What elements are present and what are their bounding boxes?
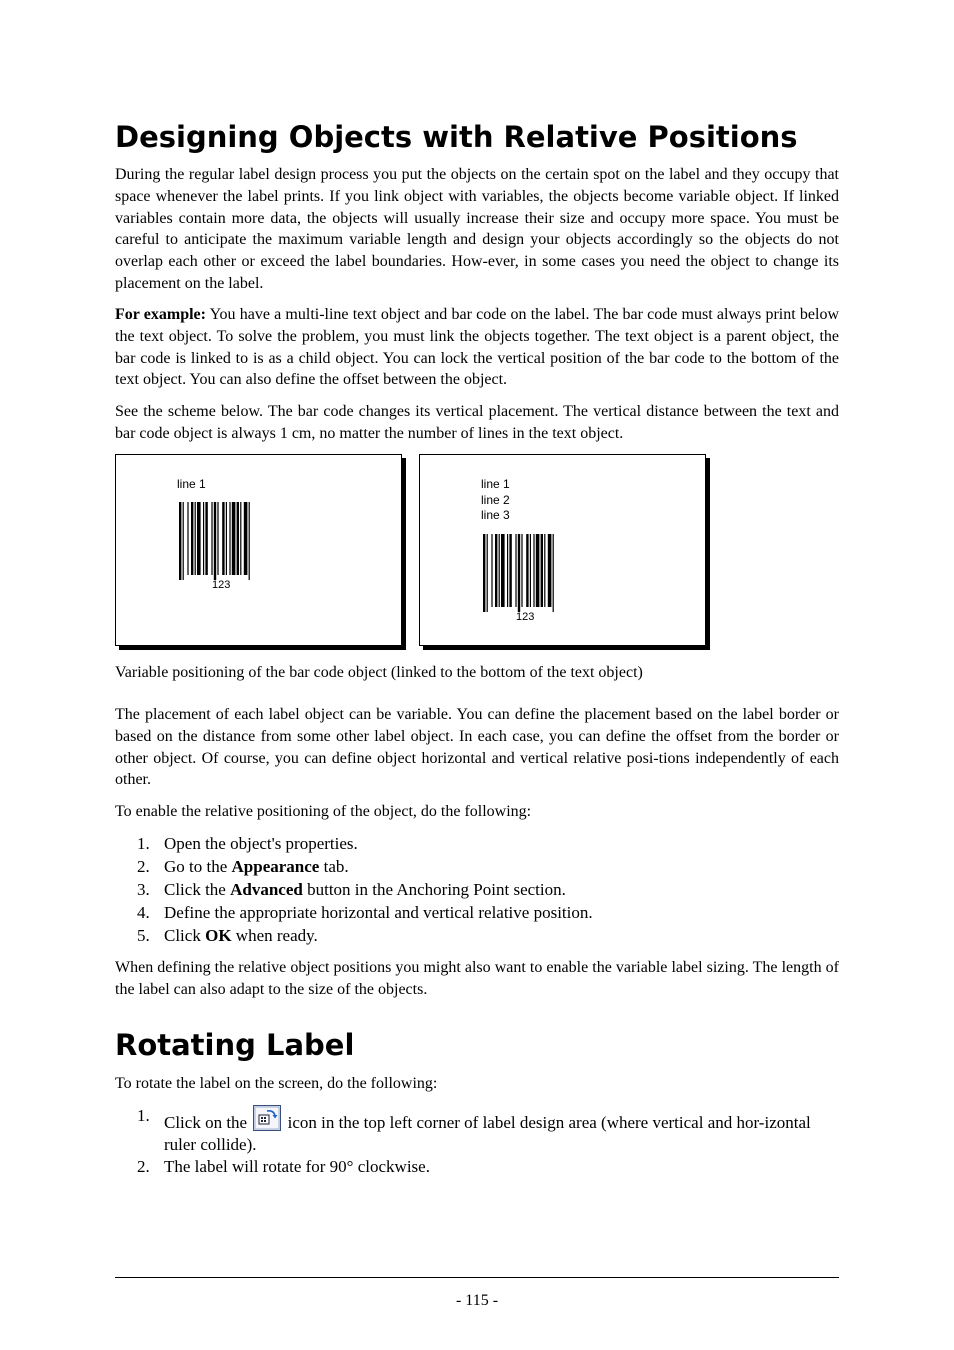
- page-number: - 115 -: [455, 1292, 499, 1309]
- barcode-bar: [217, 502, 218, 575]
- rotate-label-icon: [253, 1105, 281, 1131]
- paragraph-scheme: See the scheme below. The bar code changes its vertical placement. The vertical distance between the text and bar code object is always 1 cm, no matter the number of lines in the text object.: [115, 403, 839, 442]
- section-title-rotating-label: Rotating Label: [115, 1028, 355, 1062]
- list-item: [115, 878, 839, 901]
- list-item: [115, 1156, 839, 1178]
- barcode-bar: [515, 534, 516, 607]
- barcode-bar: [205, 502, 207, 575]
- barcode-bar: [530, 534, 531, 607]
- barcode-bar: [197, 502, 201, 575]
- barcode-bar: [491, 534, 492, 607]
- rotate-steps-list: [115, 1105, 839, 1178]
- figure1-barcode: [178, 502, 268, 580]
- barcode-bar: [544, 534, 545, 607]
- barcode-bar: [229, 502, 230, 575]
- barcode-bar: [495, 534, 497, 607]
- figure2-line: line 1: [481, 477, 510, 491]
- list-item: [115, 924, 839, 947]
- barcode-bar: [187, 502, 188, 575]
- figure-scheme: [115, 454, 715, 650]
- footer-rule: [115, 1277, 839, 1278]
- barcode-bar: [240, 502, 241, 575]
- figure2-line: line 2: [481, 492, 510, 507]
- step-number: 5.: [137, 926, 150, 945]
- barcode-bar: [244, 502, 248, 575]
- figure1-text-object: [177, 477, 206, 493]
- barcode-bar: [203, 502, 204, 575]
- step-text: when ready.: [231, 926, 318, 945]
- step-text: Go to the: [164, 857, 232, 876]
- barcode-bar: [518, 534, 520, 612]
- barcode-bar: [507, 534, 508, 607]
- label-figure-three-lines: [419, 454, 706, 646]
- list-item: [115, 901, 839, 924]
- paragraph-placement: The placement of each label object can be variable. You can define the placement based on the label border or based on the distance from some other label object. In each case, you can define the offset from the border or other object. Of course, you can define object horizontal and vertical relative posi-tions independently of each other.: [115, 706, 839, 789]
- barcode-bar: [548, 534, 552, 607]
- barcode-bar: [487, 534, 488, 612]
- barcode-bar: [521, 534, 522, 607]
- figure-caption: Variable positioning of the bar code object (linked to the bottom of the text object): [115, 664, 643, 681]
- figure2-text-object: [481, 477, 510, 524]
- step-number: 2.: [137, 1157, 150, 1176]
- list-item: [115, 832, 839, 855]
- step-bold: OK: [205, 926, 232, 945]
- barcode-bar: [249, 502, 250, 580]
- step-text: icon in the top left corner of label design area (where vertical and hor-izontal ruler collide).: [164, 1113, 811, 1154]
- figure2-barcode: [482, 534, 572, 612]
- barcode-bar: [526, 534, 528, 607]
- step-bold: Advanced: [230, 880, 303, 899]
- figure1-line: line 1: [177, 477, 206, 491]
- label-figure-one-line: [115, 454, 402, 646]
- list-item: [115, 855, 839, 878]
- barcode-bar: [499, 534, 500, 607]
- step-text: Click on the: [164, 1113, 252, 1132]
- barcode-bar: [191, 502, 193, 575]
- barcode-bar: [195, 502, 196, 575]
- step-text: button in the Anchoring Point section.: [302, 880, 566, 899]
- step-number: 1.: [137, 1106, 150, 1125]
- paragraph-enable: To enable the relative positioning of the object, do the following:: [115, 803, 532, 820]
- step-number: 2.: [137, 857, 150, 876]
- barcode-bar: [553, 534, 554, 612]
- barcode-bar: [183, 502, 184, 580]
- example-label: For example:: [115, 306, 206, 323]
- barcode-bar: [501, 534, 505, 607]
- figure1-barcode-number: 123: [212, 579, 231, 591]
- section-title-relative-positions: Designing Objects with Relative Positions: [115, 120, 798, 154]
- figure2-line: line 3: [481, 508, 510, 523]
- step-number: 4.: [137, 903, 150, 922]
- steps-list: [115, 832, 839, 947]
- barcode-bar: [214, 502, 216, 580]
- step-number: 3.: [137, 880, 150, 899]
- step-bold: Appearance: [231, 857, 320, 876]
- barcode-bar: [533, 534, 534, 607]
- barcode-bar: [211, 502, 212, 575]
- barcode-bar: [232, 502, 236, 575]
- barcode-bar: [226, 502, 227, 575]
- step-text: The label will rotate for 90° clockwise.: [164, 1157, 430, 1176]
- step-text: tab.: [319, 857, 349, 876]
- step-text: Define the appropriate horizontal and vertical relative position.: [164, 903, 593, 922]
- paragraph-intro: During the regular label design process you put the objects on the certain spot on the label and they occupy that space whenever the label prints. If you link object with variables, the objects become variable object. If linked variables contain more data, the objects will usually increase their size and occupy more space. You must be careful to anticipate the maximum variable length and design your objects accordingly so the objects do not overlap each other or exceed the label boundaries. How-ever, in some cases you need the object to change its placement on the label.: [115, 166, 839, 292]
- barcode-bar: [509, 534, 511, 607]
- example-text: You have a multi-line text object and bar code on the label. The bar code must always print below the text object. To solve the problem, you must link the objects together. The text object is a parent object, the bar code is linked to is as a child object. You can lock the vertical position of the bar code to the bottom of the text object. You can also define the offset between the object.: [115, 306, 839, 389]
- paragraph-example: [115, 304, 839, 391]
- list-item: [115, 1105, 839, 1156]
- barcode-bar: [536, 534, 540, 607]
- step-text: Click the: [164, 880, 231, 899]
- figure2-barcode-number: 123: [516, 611, 535, 623]
- step-number: 1.: [137, 834, 150, 853]
- barcode-bar: [222, 502, 224, 575]
- step-text: Open the object's properties.: [164, 834, 358, 853]
- barcode-bar: [237, 502, 239, 575]
- paragraph-rotate-intro: To rotate the label on the screen, do the following:: [115, 1075, 438, 1092]
- step-text: Click: [164, 926, 206, 945]
- barcode-bar: [541, 534, 543, 607]
- barcode-bar: [483, 534, 485, 612]
- barcode-bar: [179, 502, 181, 580]
- paragraph-variable-sizing: When defining the relative object positions you might also want to enable the variable label sizing. The length of the label can also adapt to the size of the objects.: [115, 959, 839, 998]
